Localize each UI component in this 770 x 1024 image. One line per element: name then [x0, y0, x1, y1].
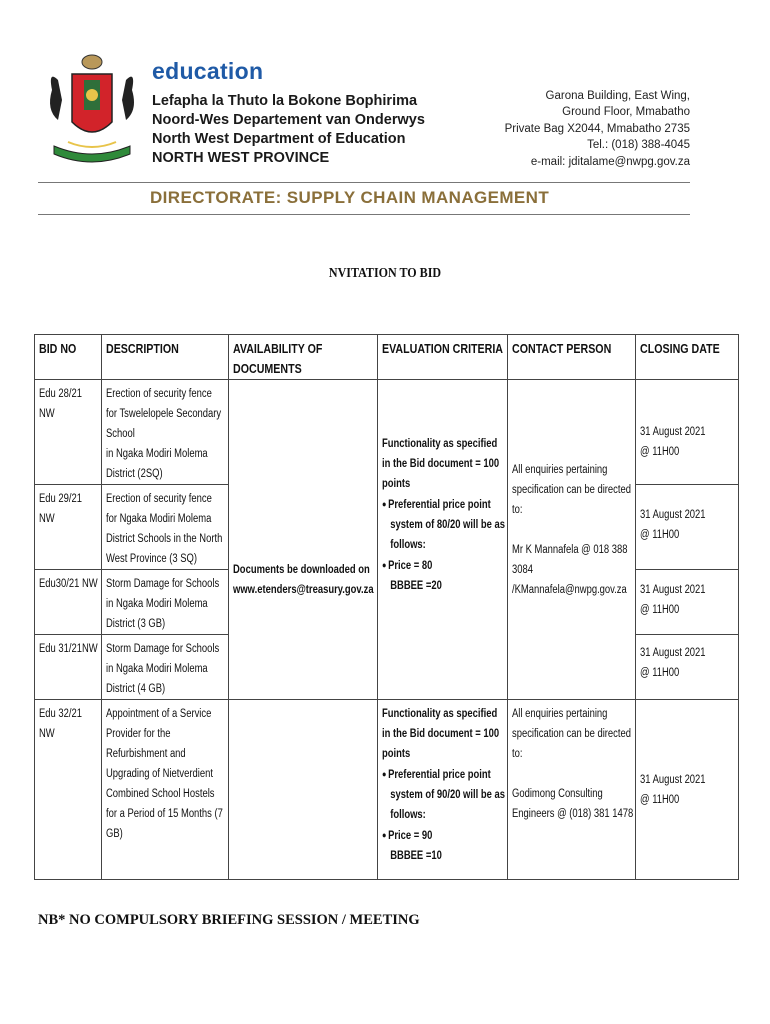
province-name: NORTH WEST PROVINCE [152, 150, 330, 166]
table-row [35, 380, 739, 485]
header-description: DESCRIPTION [102, 335, 229, 380]
bid-number-cell: Edu30/21 NW [35, 570, 102, 635]
header-evaluation: EVALUATION CRITERIA [378, 335, 508, 380]
closing-date-cell: 31 August 2021 @ 11H00 [636, 570, 739, 635]
closing-date-cell: 31 August 2021 @ 11H00 [636, 380, 739, 485]
department-names [152, 92, 425, 168]
bid-number-cell: Edu 31/21NW [35, 635, 102, 700]
description-cell: Storm Damage for Schools in Ngaka Modiri Molema District (3 GB) [102, 570, 229, 635]
department-name-afrikaans: Noord-Wes Departement van Onderwys [152, 112, 425, 128]
description-cell: Erection of security fence for Tswelelopele Secondary School in Ngaka Modiri Molema District (2SQ) [102, 380, 229, 485]
phone-line: Tel.: (018) 388-4045 [587, 139, 690, 152]
bid-number-cell: Edu 29/21 NW [35, 485, 102, 570]
availability-cell: Documents be downloaded on www.etenders@treasury.gov.za [229, 380, 378, 700]
document-title: NVITATION TO BID [328, 266, 442, 281]
description-cell: Erection of security fence for Ngaka Modiri Molema District Schools in the North West Province (3 SQ) [102, 485, 229, 570]
header-availability: AVAILABILITY OF DOCUMENTS [229, 335, 378, 380]
divider [38, 182, 690, 183]
coat-of-arms-emblem [38, 50, 146, 168]
table-header-row [35, 335, 739, 380]
bids-table [34, 334, 739, 880]
closing-date-cell: 31 August 2021 @ 11H00 [636, 700, 739, 880]
evaluation-cell: Functionality as specified in the Bid document = 100 points ● Preferential price point system of 90/20 will be as follows: ● Price = 90 BBBEE =10 [378, 700, 508, 880]
header-closing-date: CLOSING DATE [636, 335, 739, 380]
closing-date-cell: 31 August 2021 @ 11H00 [636, 635, 739, 700]
bid-number-cell: Edu 32/21 NW [35, 700, 102, 880]
department-name-setswana: Lefapha la Thuto la Bokone Bophirima [152, 93, 418, 109]
header-bid-no: BID NO [35, 335, 102, 380]
contact-cell: All enquiries pertaining specification can be directed to: Godimong Consulting Engineers @ (018) 381 1478 [508, 700, 636, 880]
briefing-session-note: NB* NO COMPULSORY BRIEFING SESSION / MEETING [38, 912, 420, 928]
department-wordmark: education [152, 58, 264, 84]
email-line: e-mail: jditalame@nwpg.gov.za [530, 155, 690, 168]
address-line: Garona Building, East Wing, [545, 90, 690, 102]
department-name-english: North West Department of Education [152, 131, 406, 147]
address-block [505, 88, 690, 170]
evaluation-cell: Functionality as specified in the Bid document = 100 points ● Preferential price point system of 80/20 will be as follows: ● Price = 80 BBBEE =20 [378, 380, 508, 700]
closing-date-cell: 31 August 2021 @ 11H00 [636, 485, 739, 570]
description-cell: Storm Damage for Schools in Ngaka Modiri Molema District (4 GB) [102, 635, 229, 700]
letterhead [0, 0, 770, 180]
contact-cell: All enquiries pertaining specification can be directed to: Mr K Mannafela @ 018 388 3084 /KMannafela@nwpg.gov.za [508, 380, 636, 700]
description-cell: Appointment of a Service Provider for the Refurbishment and Upgrading of Nietverdient Combined School Hostels for a Period of 15 Months (7 GB) [102, 700, 229, 880]
divider [38, 214, 690, 215]
bid-number-cell: Edu 28/21 NW [35, 380, 102, 485]
header-contact: CONTACT PERSON [508, 335, 636, 380]
directorate-heading: DIRECTORATE: SUPPLY CHAIN MANAGEMENT [150, 188, 550, 207]
availability-cell-empty [229, 700, 378, 880]
address-line: Ground Floor, Mmabatho [562, 106, 690, 119]
table-row [35, 700, 739, 880]
address-line: Private Bag X2044, Mmabatho 2735 [504, 122, 690, 135]
